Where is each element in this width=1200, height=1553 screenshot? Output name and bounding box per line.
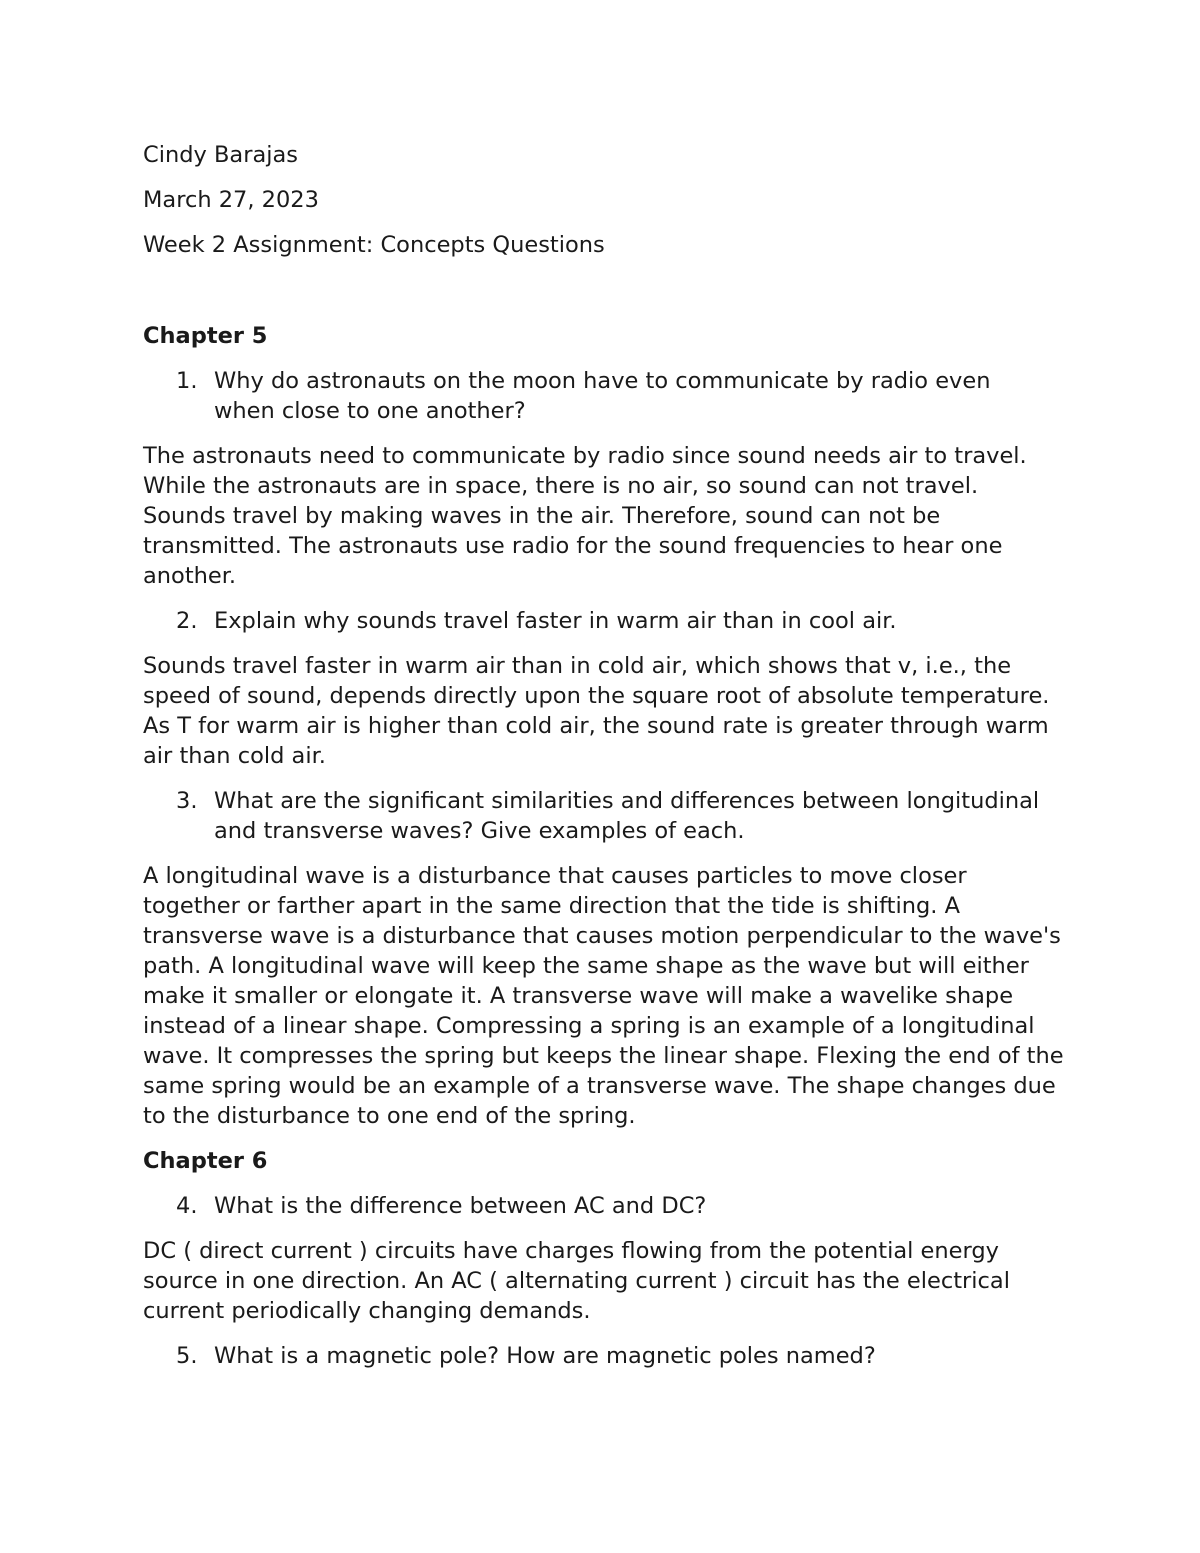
question-text: Why do astronauts on the moon have to communicate by radio even when close to one another? — [214, 368, 991, 424]
answer-3: A longitudinal wave is a disturbance that causes particles to move closer together or farther apart in the same direction that the tide is shifting. A transverse wave is a disturbance that causes motion perpendicular to the wave's path. A longitudinal wave will keep the same shape as the wave but will either make it smaller or elongate it. A transverse wave will make a wavelike shape instead of a linear shape. Compressing a spring is an example of a longitudinal wave. It compresses the spring but keeps the linear shape. Flexing the end of the same spring would be an example of a transverse wave. The shape changes due to the disturbance to one end of the spring. — [143, 863, 1064, 1129]
document-page — [143, 140, 1073, 1386]
document-date: March 27, 2023 — [143, 187, 319, 213]
question-4 — [143, 1191, 1073, 1221]
question-1 — [143, 366, 1073, 426]
author-name: Cindy Barajas — [143, 142, 298, 168]
answer-2: Sounds travel faster in warm air than in cold air, which shows that v, i.e., the speed of sound, depends directly upon the square root of absolute temperature. As T for warm air is higher than cold air, the sound rate is greater through warm air than cold air. — [143, 653, 1050, 769]
question-text: Explain why sounds travel faster in warm air than in cool air. — [214, 608, 897, 634]
question-text: What is a magnetic pole? How are magnetic poles named? — [214, 1343, 876, 1369]
chapter-6-heading: Chapter 6 — [143, 1148, 268, 1174]
question-number: 5. — [176, 1343, 198, 1369]
question-text: What is the difference between AC and DC? — [214, 1193, 707, 1219]
chapter-5-heading: Chapter 5 — [143, 323, 268, 349]
header-spacer — [143, 275, 1073, 321]
assignment-title: Week 2 Assignment: Concepts Questions — [143, 232, 605, 258]
question-number: 3. — [176, 788, 198, 814]
question-number: 4. — [176, 1193, 198, 1219]
answer-1: The astronauts need to communicate by radio since sound needs air to travel. While the astronauts are in space, there is no air, so sound can not travel. Sounds travel by making waves in the air. Therefore, sound can not be transmitted. The astronauts use radio for the sound frequencies to hear one another. — [143, 443, 1027, 589]
answer-4: DC ( direct current ) circuits have charges flowing from the potential energy source in one direction. An AC ( alternating current ) circuit has the electrical current periodically changing demands. — [143, 1238, 1010, 1324]
question-5 — [143, 1341, 1073, 1371]
question-number: 1. — [176, 368, 198, 394]
question-3 — [143, 786, 1073, 846]
question-number: 2. — [176, 608, 198, 634]
question-text: What are the significant similarities and differences between longitudinal and transverse waves? Give examples of each. — [214, 788, 1040, 844]
question-2 — [143, 606, 1073, 636]
